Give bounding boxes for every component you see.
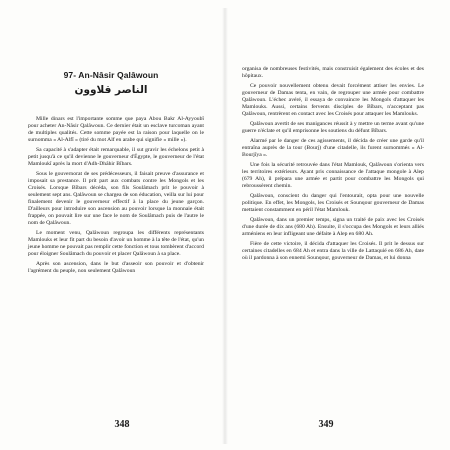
chapter-heading-arabic: الناصر قلاوون [74,84,148,96]
paragraph: Après son ascension, dans le but d'asseoir son pouvoir et d'obtenir l'agrément du peuple, non seulement Qalâwoun [28,261,204,274]
paragraph: Une fois la sécurité retrouvée dans l'état Mamlouk, Qalâwoun s'orienta vers les territoires extérieurs. Ayant pris connaissance de l'attaque mongole à Alep (679 Ah), il prépara une armée et partit pour combattre les Mongols qui rebroussèrent chemin. [242,162,424,189]
paragraph: Ce pouvoir nouvellement obtenu devait forcément attiser les envies. Le gouverneur de Damas tenta, en vain, de regrouper une armée pour combattre Qalâwoun. L'échec avéré, il essaya de convaincre les Mongols d'attaquer les Mamlouks. Aussi, certains fervents disciples de Bîbars, n'acceptant pas Qalâwoun, rentrèrent en contact avec les Croisés pour attaquer les Mamlouks. [242,83,424,117]
paragraph: Qalâwoun, conscient du danger qui l'entourait, opta pour une nouvelle politique. En effet, les Mongols, les Croisés et Sounqour gouverneur de Damas mettaient constamment en péril l'état Mamlouk. [242,193,424,213]
left-page-text [28,116,204,278]
paragraph: Alarmé par le danger de ces agissements, il décida de créer une garde qu'il entraîna auprès de la tour (Bourj) d'une citadelle, ils furent surnommés « Al-Bourjîya ». [242,138,424,158]
paragraph: organisa de nombreuses festivités, mais construisit également des écoles et des hôpitaux. [242,66,424,79]
page-number: 349 [318,419,334,430]
paragraph: Fière de cette victoire, il décida d'attaquer les Croisés. Il prit le dessus sur certaines citadelles en 684 Ah et entra dans la ville de Lattaquié en 686 Ah, date où il pardonna à son ennemi Sounqour, gouverneur de Damas, et lui donna [242,241,424,261]
right-page [228,0,450,450]
left-page [0,0,222,450]
paragraph: Qalâwoun, dans un premier temps, signa un traité de paix avec les Croisés d'une durée de dix ans (680 Ah). Ensuite, il s'occupa des Mongols et leurs alliés arméniens en leur infligeant une défaite à Alep en 680 Ah. [242,217,424,237]
paragraph: Sa capacité à s'adapter était remarquable, il sut gravir les échelons petit à petit jusqu'à ce qu'il devienne le gouverneur d'Égypte, le gouverneur de l'état Mamloukî après la mort d'Adh-Dhâhir Bîbars. [28,147,204,167]
paragraph: Qalâwoun avertit de ses manigances réussit à y mettre un terme avant qu'une guerre n'éclate et qu'il emprisonne les soutiens du défunt Bîbars. [242,121,424,134]
paragraph: Le moment venu, Qalâwoun regroupa les différents représentants Mamlouks et leur fit part du besoin d'avoir un homme à la tête de l'état, qu'un jeune homme ne pouvait pas remplir cette fonction et tous tombèrent d'accord pour éloigner Soulâmach du pouvoir et placer Qalâwoun à sa place. [28,230,204,257]
chapter-heading: 97- An-Nâsir Qalâwoun [63,70,159,80]
paragraph: Mille dinars est l'importante somme que paya Abou Bakr Al-Ayyoubî pour acheter An-Nâsir Qalâwoun. Ce dernier était un esclave turcoman ayant de multiples qualités. Cette somme payée est la raison pour laquelle on le surnomma « Al-Alfî » (tiré du mot Alf en arabe qui signifie « mille »). [28,116,204,143]
right-page-text [242,66,424,265]
paragraph: Sous le gouvernorat de ses prédécesseurs, il faisait preuve d'assurance et imposait sa prestance. Il prit part aux combats contre les Mongols et les Croisés. Lorsque Bîbars décéda, son fils Soulâmach prit le pouvoir à seulement sept ans. Qalâwoun se chargea de son éducation, veilla sur lui pour finalement devenir le gouverneur effectif à la place du jeune garçon. D'ailleurs pour introduire son ascension au pouvoir lorsque la monnaie était frappée, on pouvait lire sur une face le nom de Soulâmach puis de l'autre le nom de Qalâwoun. [28,171,204,226]
page-number: 348 [114,419,130,430]
